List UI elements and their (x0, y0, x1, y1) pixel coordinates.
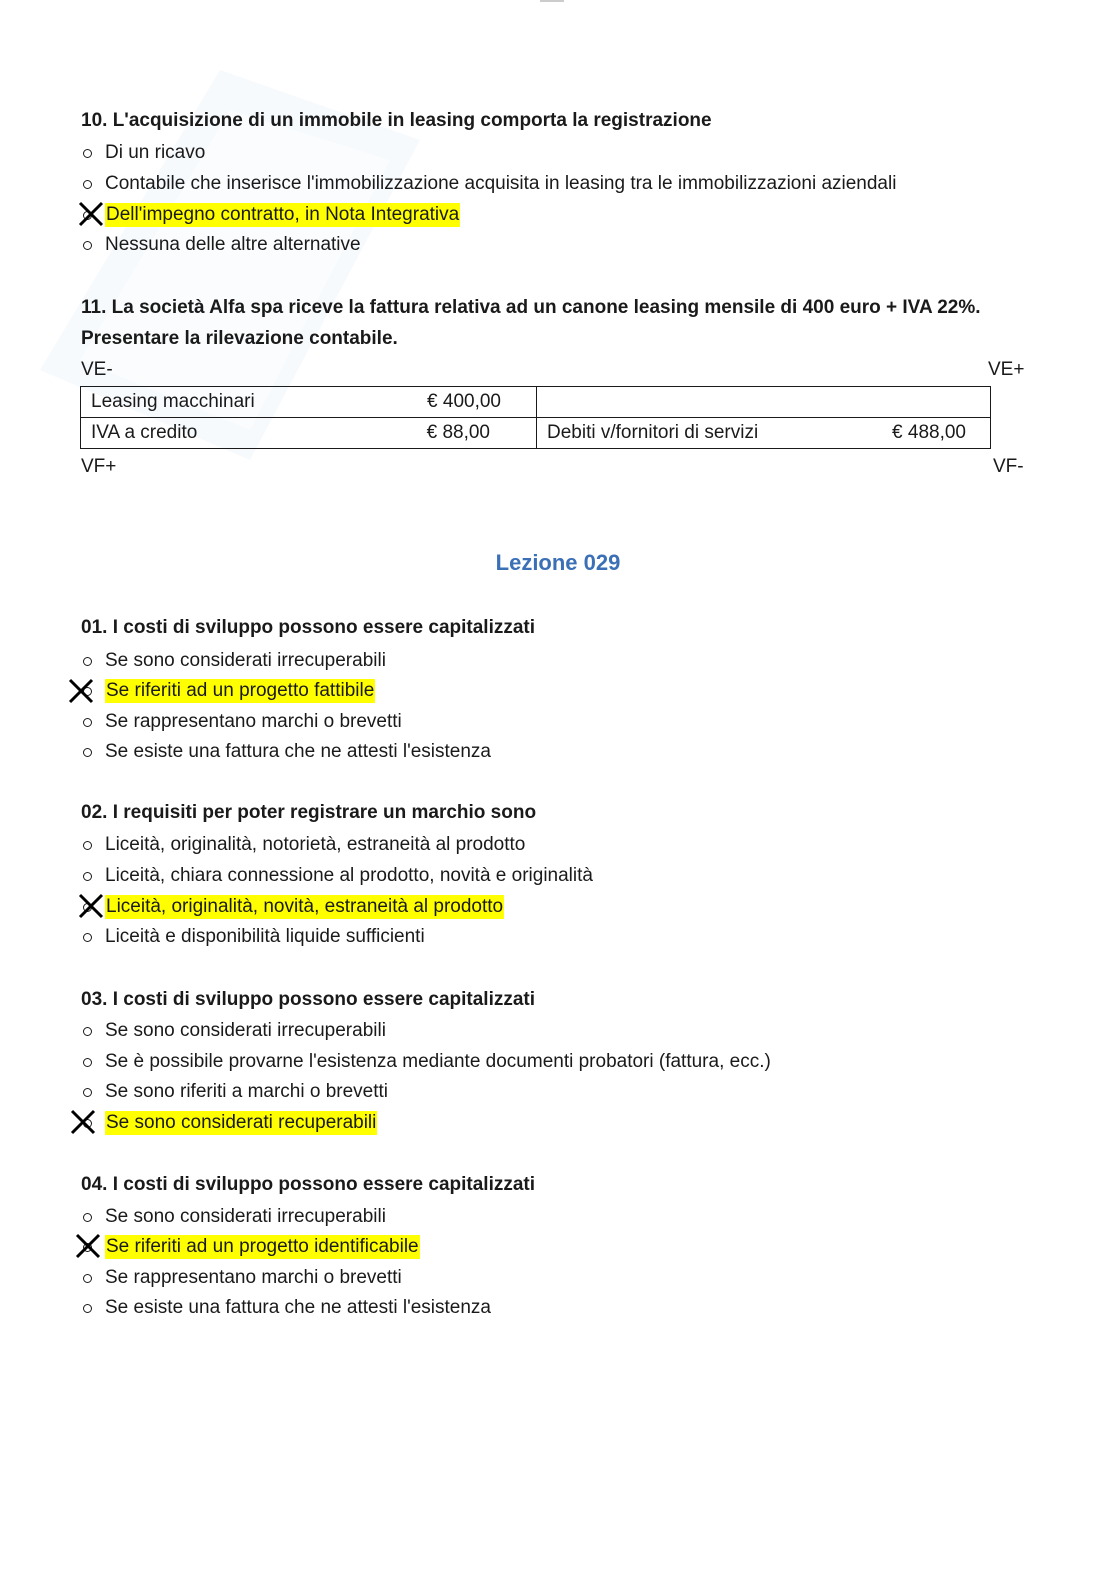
question-03-option-4: Se sono considerati recuperabili (81, 1111, 377, 1135)
question-04-option-3: Se rappresentano marchi o brevetti (81, 1266, 402, 1290)
question-01-title: 01. I costi di sviluppo possono essere capitalizzati (81, 617, 536, 638)
header-mark (540, 0, 564, 2)
cross-mark-icon (67, 677, 95, 705)
question-01-option-1: Se sono considerati irrecuperabili (81, 649, 386, 673)
radio-bullet-icon (83, 1213, 92, 1222)
radio-bullet-icon (83, 748, 92, 757)
question-04-option-1: Se sono considerati irrecuperabili (81, 1205, 386, 1229)
radio-bullet-icon (83, 1274, 92, 1283)
question-02-option-1: Liceità, originalità, notorietà, estraneità al prodotto (81, 833, 525, 857)
question-02-title: 02. I requisiti per poter registrare un marchio sono (81, 802, 537, 823)
question-02-option-4: Liceità e disponibilità liquide sufficienti (81, 925, 425, 949)
ve-minus-label: VE- (81, 359, 113, 380)
cross-mark-icon (69, 1108, 97, 1136)
radio-bullet-icon (83, 841, 92, 850)
question-11-title: 11. La società Alfa spa riceve la fattura relativa ad un canone leasing mensile di 400 euro + IVA 22%. Presentare la rilevazione contabile. (81, 297, 981, 349)
radio-bullet-icon (83, 657, 92, 666)
radio-bullet-icon (83, 1058, 92, 1067)
question-01-option-2: Se riferiti ad un progetto fattibile (81, 679, 375, 703)
journal-entry-table (80, 386, 991, 449)
radio-bullet-icon (83, 149, 92, 158)
question-03-option-2: Se è possibile provarne l'esistenza mediante documenti probatori (fattura, ecc.) (81, 1050, 771, 1074)
credit-cell: Debiti v/fornitori di servizi € 488,00 (537, 418, 991, 449)
question-10-option-1: Di un ricavo (81, 141, 205, 165)
question-04-title: 04. I costi di sviluppo possono essere capitalizzati (81, 1174, 536, 1195)
radio-bullet-icon (83, 718, 92, 727)
question-04-option-4: Se esiste una fattura che ne attesti l'esistenza (81, 1296, 491, 1320)
radio-bullet-icon (83, 241, 92, 250)
cross-mark-icon (74, 1232, 102, 1260)
table-row (81, 387, 991, 418)
table-row (81, 418, 991, 449)
question-01-option-3: Se rappresentano marchi o brevetti (81, 710, 402, 734)
debit-cell: Leasing macchinari € 400,00 (81, 387, 537, 418)
radio-bullet-icon (83, 180, 92, 189)
question-03-title: 03. I costi di sviluppo possono essere capitalizzati (81, 989, 536, 1010)
question-10-option-3: Dell'impegno contratto, in Nota Integrativa (81, 203, 460, 227)
debit-cell: IVA a credito € 88,00 (81, 418, 537, 449)
cross-mark-icon (77, 200, 105, 228)
vf-minus-label: VF- (993, 456, 1024, 477)
cross-mark-icon (77, 892, 105, 920)
credit-cell (537, 387, 991, 418)
radio-bullet-icon (83, 933, 92, 942)
question-02-option-2: Liceità, chiara connessione al prodotto, novità e originalità (81, 864, 593, 888)
question-10-title: 10. L'acquisizione di un immobile in leasing comporta la registrazione (81, 110, 712, 131)
radio-bullet-icon (83, 1027, 92, 1036)
radio-bullet-icon (83, 1088, 92, 1097)
question-04-option-2: Se riferiti ad un progetto identificabile (81, 1235, 420, 1259)
question-03-option-1: Se sono considerati irrecuperabili (81, 1019, 386, 1043)
lesson-title: Lezione 029 (495, 550, 621, 575)
question-10-option-2: Contabile che inserisce l'immobilizzazione acquisita in leasing tra le immobilizzazioni aziendali (81, 172, 896, 196)
radio-bullet-icon (83, 1304, 92, 1313)
question-10-option-4: Nessuna delle altre alternative (81, 233, 361, 257)
question-01-option-4: Se esiste una fattura che ne attesti l'esistenza (81, 740, 491, 764)
question-03-option-3: Se sono riferiti a marchi o brevetti (81, 1080, 388, 1104)
question-02-option-3: Liceità, originalità, novità, estraneità al prodotto (81, 895, 504, 919)
ve-plus-label: VE+ (988, 359, 1025, 380)
radio-bullet-icon (83, 872, 92, 881)
vf-plus-label: VF+ (81, 456, 117, 477)
